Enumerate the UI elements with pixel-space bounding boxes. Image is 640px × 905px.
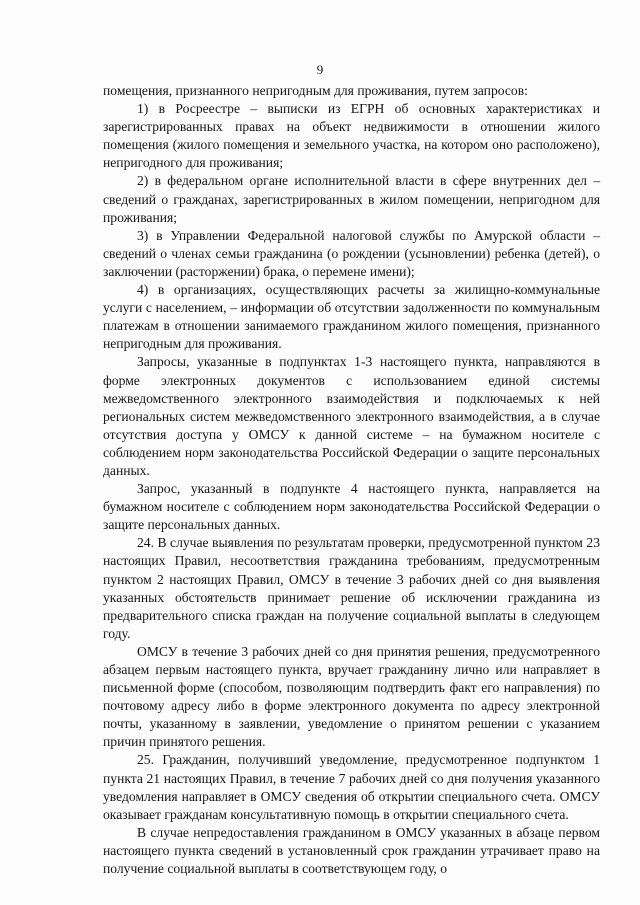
paragraph-clause-24: 24. В случае выявления по результатам проверки, предусмотренной пунктом 23 настоящих Правил, несоответствия гражданина требованиям, предусмотренным пунктом 2 настоящих Правил, ОМСУ в течение 3 рабочих дней со дня выявления указанных обстоятельств принимает решение об исключении гражданина из предварительного списка граждан на получение социальной выплаты в следующем году.	[103, 535, 600, 641]
paragraph-item-4: 4) в организациях, осуществляющих расчеты за жилищно-коммунальные услуги с населением, – информации об отсутствии задолженности по коммунальным платежам в отношении занимаемого гражданином жилого помещения, признанного непригодным для проживания.	[103, 282, 600, 352]
paragraph-clause-24-notice: ОМСУ в течение 3 рабочих дней со дня принятия решения, предусмотренного абзацем первым настоящего пункта, вручает гражданину лично или направляет в письменной форме (способом, позволяющим подтвердить факт его направления) по почтовому адресу либо в форме электронного документа по адресу электронной почты, указанному в заявлении, уведомление о принятом решении с указанием причин принятого решения.	[103, 643, 600, 750]
paragraph-requests-1-3: Запросы, указанные в подпунктах 1-3 настоящего пункта, направляются в форме электронных документов с использованием единой системы межведомственного электронного взаимодействия и подключаемых к ней региональных систем межведомственного электронного взаимодействия, а в случае отсутствия доступа у ОМСУ к данной системе – на бумажном носителе с соблюдением норм законодательства Российской Федерации о защите персональных данных.	[103, 354, 600, 478]
document-body	[103, 82, 600, 878]
paragraph-clause-25-failure: В случае непредоставления гражданином в ОМСУ указанных в абзаце первом настоящего пункта сведений в установленный срок гражданин утрачивает право на получение социальной выплаты в соответствующем году, о	[103, 824, 600, 877]
paragraph-item-3: 3) в Управлении Федеральной налоговой службы по Амурской области – сведений о членах семьи гражданина (о рождении (усыновлении) ребенка (детей), о заключении (расторжении) брака, о перемене имени);	[103, 227, 600, 279]
paragraph-item-2: 2) в федеральном органе исполнительной власти в сфере внутренних дел – сведений о гражданах, зарегистрированных в жилом помещении, непригодном для проживания;	[103, 173, 600, 225]
paragraph-continuation: помещения, признанного непригодным для проживания, путем запросов:	[103, 83, 528, 98]
page-number: 9	[316, 62, 324, 77]
paragraph-request-4: Запрос, указанный в подпункте 4 настоящего пункта, направляется на бумажном носителе с соблюдением норм законодательства Российской Федерации о защите персональных данных.	[103, 481, 600, 533]
paragraph-clause-25: 25. Гражданин, получивший уведомление, предусмотренное подпунктом 1 пункта 21 настоящих Правил, в течение 7 рабочих дней со дня получения указанного уведомления направляет в ОМСУ сведения об открытии специального счета. ОМСУ оказывает гражданам консультативную помощь в открытии специального счета.	[103, 752, 600, 822]
paragraph-item-1: 1) в Росреестре – выписки из ЕГРН об основных характеристиках и зарегистрированных правах на объект недвижимости в отношении жилого помещения (жилого помещения и земельного участка, на котором оно расположено), непригодного для проживания;	[103, 101, 600, 171]
